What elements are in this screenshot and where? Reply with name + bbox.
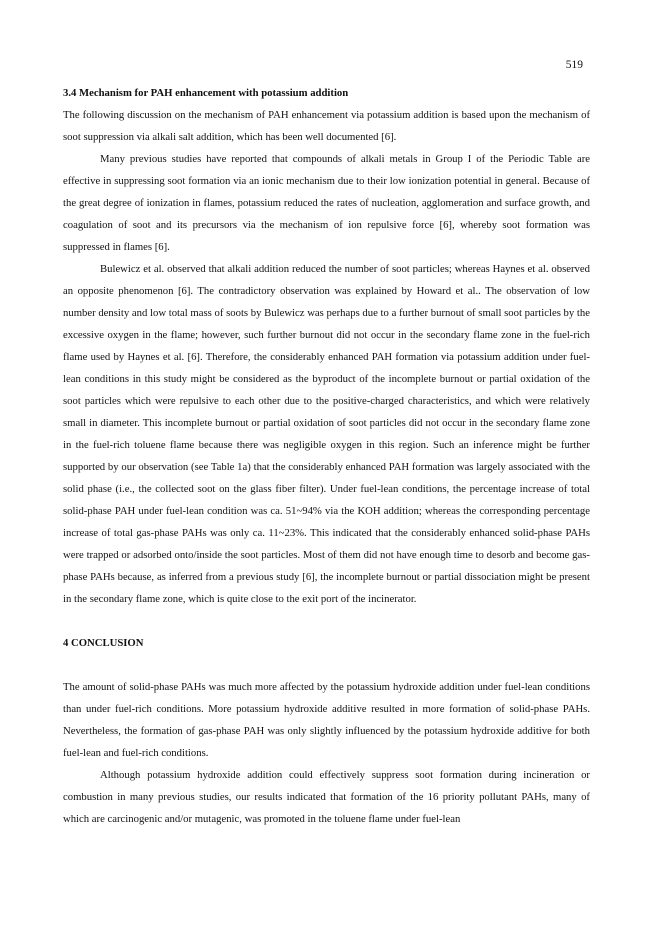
- section-heading: 4 CONCLUSION: [63, 637, 144, 649]
- body-paragraph: Although potassium hydroxide addition could effectively suppress soot formation during incineration or combustion in many previous studies, our results indicated that formation of the 16 priority pollutant PAHs, many of which are carcinogenic and/or mutagenic, was promoted in the toluene flame under fuel-lean: [63, 769, 590, 825]
- body-paragraph: Many previous studies have reported that compounds of alkali metals in Group I of the Periodic Table are effective in suppressing soot formation via an ionic mechanism due to their low ionization potential in general. Because of the great degree of ionization in flames, potassium reduced the rates of nucleation, agglomeration and surface growth, and coagulation of soot and its precursors via the mechanism of ion repulsive force [6], whereby soot formation was suppressed in flames [6].: [63, 153, 590, 253]
- section-3-4: [63, 82, 590, 610]
- section-4: [63, 632, 590, 830]
- body-paragraph: The following discussion on the mechanism of PAH enhancement via potassium addition is based upon the mechanism of soot suppression via alkali salt addition, which has been well documented [6].: [63, 109, 590, 143]
- page-number: 519: [565, 59, 583, 71]
- page-body: [63, 82, 590, 830]
- body-paragraph: Bulewicz et al. observed that alkali addition reduced the number of soot particles; whereas Haynes et al. observed an opposite phenomenon [6]. The contradictory observation was explained by Howard et al.. The observation of low number density and low total mass of soots by Bulewicz was perhaps due to a further burnout of small soot particles by the excessive oxygen in the flame; however, such further burnout did not occur in the secondary flame zone in the fuel-rich flame used by Haynes et al. [6]. Therefore, the considerably enhanced PAH formation via potassium addition under fuel-lean conditions in this study might be considered as the byproduct of the incomplete burnout or partial oxidation of the soot particles which were repulsive to each other due to the positive-charged characteristics, and which were relatively small in diameter. This incomplete burnout or partial oxidation of soot particles did not occur in the secondary flame zone in the fuel-rich toluene flame because there was negligible oxygen in this region. Such an inference might be further supported by our observation (see Table 1a) that the considerably enhanced PAH formation was largely associated with the solid phase (i.e., the collected soot on the glass fiber filter). Under fuel-lean conditions, the percentage increase of total solid-phase PAH under fuel-lean condition was ca. 51~94% via the KOH addition; whereas the corresponding percentage increase of total gas-phase PAHs was only ca. 11~23%. This indicated that the considerably enhanced solid-phase PAHs were trapped or adsorbed onto/inside the soot particles. Most of them did not have enough time to desorb and become gas-phase PAHs because, as inferred from a previous study [6], the incomplete burnout or partial dissociation might be present in the secondary flame zone, which is quite close to the exit port of the incinerator.: [63, 263, 590, 605]
- body-paragraph: The amount of solid-phase PAHs was much more affected by the potassium hydroxide addition under fuel-lean conditions than under fuel-rich conditions. More potassium hydroxide additive resulted in more formation of solid-phase PAHs. Nevertheless, the formation of gas-phase PAH was only slightly influenced by the potassium hydroxide additive for both fuel-lean and fuel-rich conditions.: [63, 681, 590, 759]
- section-heading: 3.4 Mechanism for PAH enhancement with potassium addition: [63, 87, 349, 99]
